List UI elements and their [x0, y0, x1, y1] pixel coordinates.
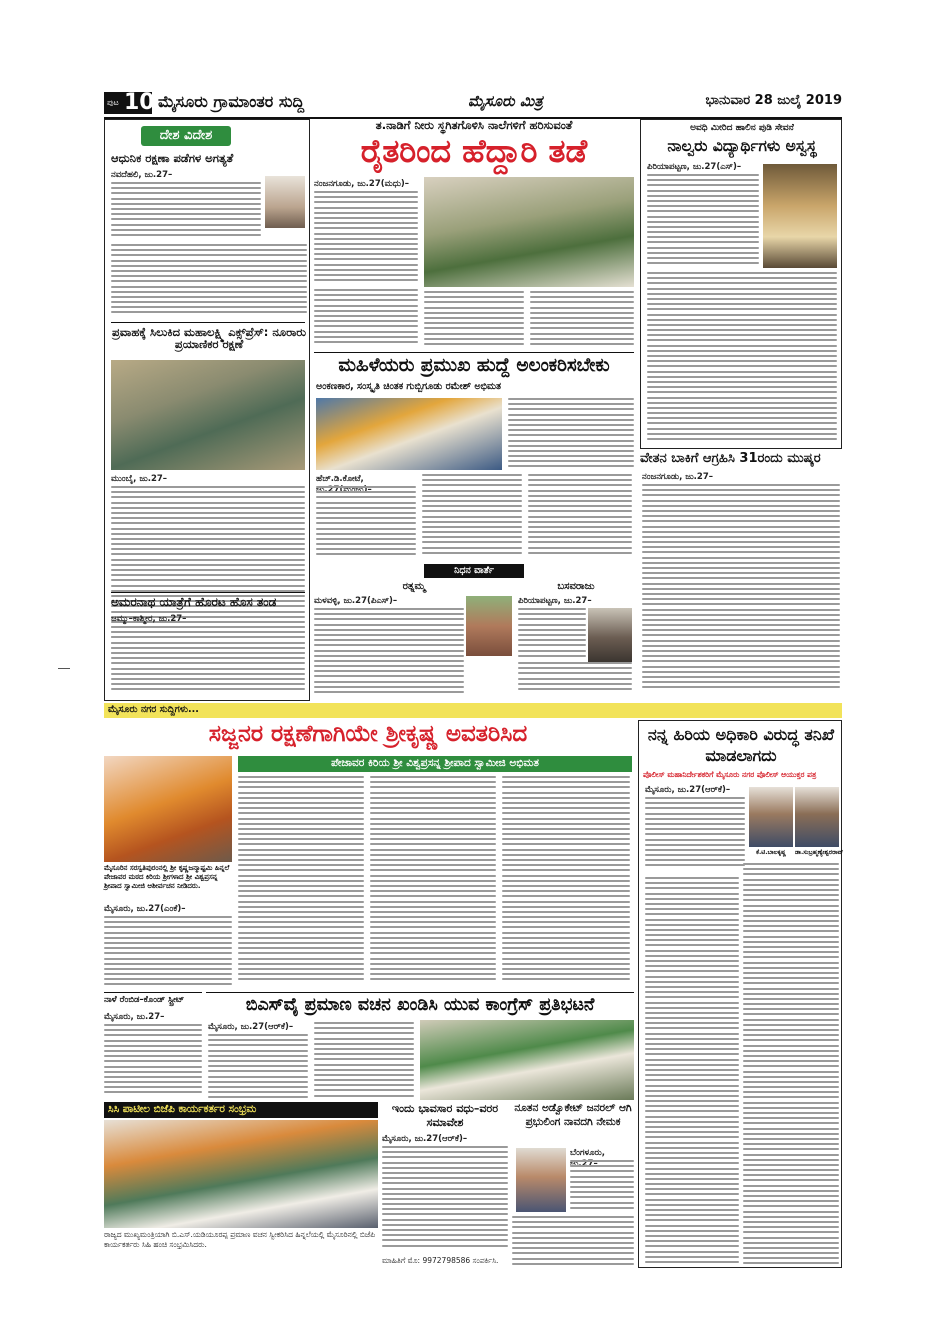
students-dateline: ಪಿರಿಯಾಪಟ್ಟಣ, ಜು.27(ಎಸ್‌)– [647, 162, 742, 172]
story1-dateline: ನವದೆಹಲಿ, ಜು.27– [111, 170, 173, 180]
varadhu-story [382, 1100, 508, 1270]
krishna-subhead-box [238, 756, 632, 772]
desha-videsha-block [104, 119, 310, 701]
women-event-photo [316, 398, 502, 470]
strike-story [640, 452, 842, 700]
page-label: ಪುಟ [107, 98, 119, 107]
lead-dateline: ನಂಜನಗೂಡು, ಜು.27(ಮಧು)– [314, 179, 410, 189]
advocate-story [512, 1100, 634, 1270]
section-title: ಮೈಸೂರು ಗ್ರಾಮಾಂತರ ಸುದ್ದಿ [158, 92, 305, 111]
advocate-headline: ನೂತನ ಅಡ್ವೊಕೇಟ್ ಜನರಲ್ ಆಗಿ ಪ್ರಭುಲಿಂಗ ನಾವದಗಿ ನೇಮಕ [514, 1102, 632, 1128]
krishna-body-col1 [104, 916, 232, 988]
small-story-headline: ನಾಳೆ ರೆಂಬಿಡ–ಕೊಂಡ್ ಸ್ಟ್ರೀಟ್ [104, 995, 185, 1005]
obituary-person2-text [518, 608, 586, 658]
krishna-headline: ಸಜ್ಜನರ ರಕ್ಷಣೆಗಾಗಿಯೇ ಶ್ರೀಕೃಷ್ಣ ಅವತರಿಸಿದ [208, 721, 528, 747]
small-story-dateline: ಮೈಸೂರು, ಜು.27– [104, 1012, 165, 1022]
krishna-body-col3 [370, 776, 496, 988]
swamiji-photo [104, 756, 232, 862]
flood-train-photo [111, 360, 305, 470]
story1-body [111, 182, 261, 242]
swamiji-photo-caption: ಮೈಸೂರಿನ ಸರಸ್ವತಿಪುರಂನಲ್ಲಿ ಶ್ರೀ ಕೃಷ್ಣಜನ್ಮಾಷ್ಟಮಿ ಹಿನ್ನಲೆ ಪೇಜಾವರ ಮಠದ ಕಿರಿಯ ಶ್ರೀಗಳಾದ ಶ್ರೀ ವಿಶ್ವಪ್ರಸನ್ನ ಶ್ರೀಪಾದ ಸ್ವಾಮೀಜಿ ಆಶೀರ್ವಚನ ನೀಡಿದರು. [104, 864, 230, 890]
bjp-celebration-photo [104, 1120, 378, 1228]
students-headline: ನಾಲ್ವರು ವಿದ್ಯಾರ್ಥಿಗಳು ಅಸ್ವಸ್ಥ [667, 137, 817, 155]
varadhu-headline: ಇಂದು ಭಾವಸಾರ ವಧು–ವರರ ಸಮಾವೇಶ [391, 1102, 499, 1129]
advocate-body-b [512, 1216, 634, 1266]
rao-caption: ಡಾ.ಸುಬ್ರಹ್ಮಣ್ಯೇಶ್ವರರಾವ್ [795, 849, 844, 856]
obituary-person2-photo [588, 608, 632, 662]
navadagi-photo [516, 1148, 566, 1212]
women-body-right [508, 398, 634, 470]
small-story [104, 992, 202, 1098]
story3-body [111, 626, 305, 696]
women-story [314, 352, 634, 562]
balakrishna-caption: ಕೆ.ಟಿ.ಬಾಲಕೃಷ್ಣ [756, 849, 786, 856]
women-body-col3 [528, 474, 632, 558]
divider [314, 352, 634, 353]
obituary-person2-text-cont [518, 662, 632, 696]
women-headline: ಮಹಿಳೆಯರು ಪ್ರಮುಖ ಹುದ್ದೆ ಅಲಂಕರಿಸಬೇಕು [338, 355, 610, 376]
krishna-body-col2 [238, 776, 364, 988]
obituary-person2-name: ಬಸವರಾಜು [557, 581, 595, 592]
masthead [104, 92, 842, 116]
issue-date: ಭಾನುವಾರ 28 ಜುಲೈ 2019 [705, 93, 842, 108]
congress-headline: ಬಿಎಸ್‌ವೈ ಪ್ರಮಾಣ ವಚನ ಖಂಡಿಸಿ ಯುವ ಕಾಂಗ್ರೆಸ್ ಪ್ರತಿಭಟನೆ [245, 995, 595, 1015]
divider [206, 992, 634, 993]
inquiry-story [638, 720, 842, 1268]
strike-body [642, 484, 840, 696]
modi-photo [265, 176, 305, 228]
rao-photo [795, 787, 839, 847]
lead-kicker: ತ.ನಾಡಿಗೆ ನೀರು ಸ್ಥಗಿತಗೊಳಿಸಿ ನಾಲೆಗಳಿಗೆ ಹರಿಸುವಂತೆ [375, 118, 573, 132]
krishna-subhead: ಪೇಜಾವರ ಕಿರಿಯ ಶ್ರೀ ವಿಶ್ವಪ್ರಸನ್ನ ಶ್ರೀಪಾದ ಸ್ವಾಮೀಜಿ ಅಭಿಮತ [331, 757, 539, 769]
students-kicker: ಅವಧಿ ಮೀರಿದ ಹಾಲಿನ ಪುಡಿ ಸೇವನೆ [690, 123, 794, 133]
balakrishna-photo [749, 787, 793, 847]
story2-dateline: ಮುಂಬೈ, ಜು.27– [111, 474, 168, 484]
women-body-col1 [316, 486, 416, 558]
story1-headline: ಆಧುನಿಕ ರಕ್ಷಣಾ ಪಡೆಗಳ ಅಗತ್ಯತೆ [111, 151, 234, 165]
bjp-caption: ರಾಜ್ಯದ ಮುಖ್ಯಮಂತ್ರಿಯಾಗಿ ಬಿ.ಎಸ್.ಯಡಿಯೂರಪ್ಪ ಪ್ರಮಾಣ ವಚನ ಸ್ವೀಕರಿಸಿದ ಹಿನ್ನಲೆಯಲ್ಲಿ ಮೈಸೂರಿನಲ್ಲಿ ಬಿಜೆಪಿ ಕಾರ್ಯಕರ್ತರು ಸಿಹಿ ಹಂಚಿ ಸಂಭ್ರಮಿಸಿದರು. [104, 1230, 376, 1249]
varadhu-contact: ಮಾಹಿತಿಗೆ ಮೊ: 9972798586 ಸಂಪರ್ಕಿಸಿ. [382, 1256, 499, 1265]
women-subhead: ಅಂಕಣಕಾರ, ಸಂಸ್ಕೃತಿ ಚಿಂತಕ ಗುಬ್ಬಿಗೂಡು ರಮೇಶ್ ಅಭಿಮತ [316, 381, 502, 392]
congress-protest-photo [420, 1020, 634, 1100]
varadhu-dateline: ಮೈಸೂರು, ಜು.27(ಆರ್‌ಕೆ)– [382, 1134, 468, 1144]
section-label: ದೇಶ ವಿದೇಶ [159, 128, 213, 143]
lead-body-col1b [314, 289, 418, 349]
women-body-col2 [422, 474, 522, 558]
obituary-person1-text [314, 608, 464, 696]
krishna-dateline: ಮೈಸೂರು, ಜು.27(ಎಂಕೆ)– [104, 904, 186, 914]
story2-headline: ಪ್ರವಾಹಕ್ಕೆ ಸಿಲುಕಿದ ಮಹಾಲಕ್ಷ್ಮಿ ಎಕ್ಸ್‌ಪ್ರೆಸ್: ನೂರಾರು ಪ್ರಯಾಣಿಕರ ರಕ್ಷಣೆ [112, 325, 306, 352]
lead-body-col2 [424, 291, 524, 349]
city-news-label: ಮೈಸೂರು ನಗರ ಸುದ್ದಿಗಳು... [108, 704, 199, 715]
women-dateline: ಹೆಚ್.ಡಿ.ಕೋಟೆ, [316, 474, 364, 484]
students-body-b [647, 272, 837, 444]
obituary-label-box [424, 564, 524, 578]
inquiry-body-a [645, 797, 745, 873]
divider [111, 322, 305, 323]
advocate-body-a [570, 1160, 634, 1212]
edge-tick [58, 668, 70, 669]
inquiry-body-c [743, 863, 839, 1263]
congress-story [206, 992, 634, 1100]
lead-story [314, 119, 634, 351]
inquiry-headline: ನನ್ನ ಹಿರಿಯ ಅಧಿಕಾರಿ ವಿರುದ್ಧ ತನಿಖೆ ಮಾಡಲಾಗದು [647, 725, 835, 765]
strike-headline: ವೇತನ ಬಾಕಿಗೆ ಆಗ್ರಹಿಸಿ 31ರಂದು ಮುಷ್ಕರ [640, 451, 821, 466]
lead-headline: ರೈತರಿಂದ ಹೆದ್ದಾರಿ ತಡೆ [360, 132, 588, 170]
paper-name: ಮೈಸೂರು ಮಿತ್ರ [468, 92, 543, 110]
bjp-headline-box [104, 1102, 378, 1118]
obituary-block [314, 562, 634, 700]
milk-powder-photo [763, 164, 837, 268]
page-number: 10 [124, 90, 155, 115]
advocate-dateline: ಬೆಂಗಳೂರು, [570, 1148, 605, 1158]
story1-body-cont [111, 244, 307, 320]
obituary-person1-dateline: ಮಳವಳ್ಳಿ, ಜು.27(ಪಿಎಸ್‌)– [314, 596, 398, 606]
story3-headline: ಅಮರನಾಥ ಯಾತ್ರೆಗೆ ಹೊರಟ ಹೊಸ ತಂಡ [111, 595, 277, 609]
story3-dateline: ಜಮ್ಮು–ಕಾಶ್ಮೀರ, ಜು.27– [111, 614, 187, 624]
obituary-person1-photo [466, 596, 512, 656]
strike-dateline: ನಂಜನಗೂಡು, ಜು.27– [642, 472, 713, 482]
krishna-story [104, 720, 632, 990]
obituary-label: ನಿಧನ ವಾರ್ತೆ [454, 565, 494, 576]
small-story-body [104, 1024, 202, 1096]
page-number-box [104, 90, 155, 115]
congress-body-col1 [208, 1034, 308, 1098]
inquiry-subhead: ಪೊಲೀಸ್ ಮಹಾನಿರ್ದೇಶಕರಿಗೆ ಮೈಸೂರು ನಗರ ಪೊಲೀಸ್ ಆಯುಕ್ತರ ಪತ್ರ [643, 770, 817, 779]
divider [104, 992, 202, 993]
congress-dateline: ಮೈಸೂರು, ಜು.27(ಆರ್‌ಕೆ)– [208, 1022, 294, 1032]
bjp-story [104, 1100, 378, 1270]
inquiry-dateline: ಮೈಸೂರು, ಜು.27(ಆರ್‌ಕೆ)– [645, 785, 731, 795]
obituary-person2-dateline: ಪಿರಿಯಾಪಟ್ಟಣ, ಜು.27– [518, 596, 592, 606]
krishna-body-col4 [502, 776, 630, 988]
lead-body-col3 [530, 291, 634, 349]
city-news-strip [104, 703, 842, 718]
congress-body-col2 [314, 1022, 414, 1098]
obituary-person1-name: ರತ್ನಮ್ಮ [402, 581, 426, 592]
bjp-headline: ಸಿಸಿ ಪಾಟೀಲ ಬಿಜೆಪಿ ಕಾರ್ಯಕರ್ತರ ಸಂಭ್ರಮ [108, 1103, 257, 1115]
varadhu-body [382, 1146, 508, 1254]
students-body-a [647, 174, 759, 268]
farmers-protest-photo [424, 177, 634, 287]
students-story [640, 119, 842, 449]
section-label-box [141, 126, 231, 146]
lead-body-col1 [314, 191, 418, 285]
inquiry-body-b [645, 877, 739, 1263]
divider [111, 592, 305, 593]
